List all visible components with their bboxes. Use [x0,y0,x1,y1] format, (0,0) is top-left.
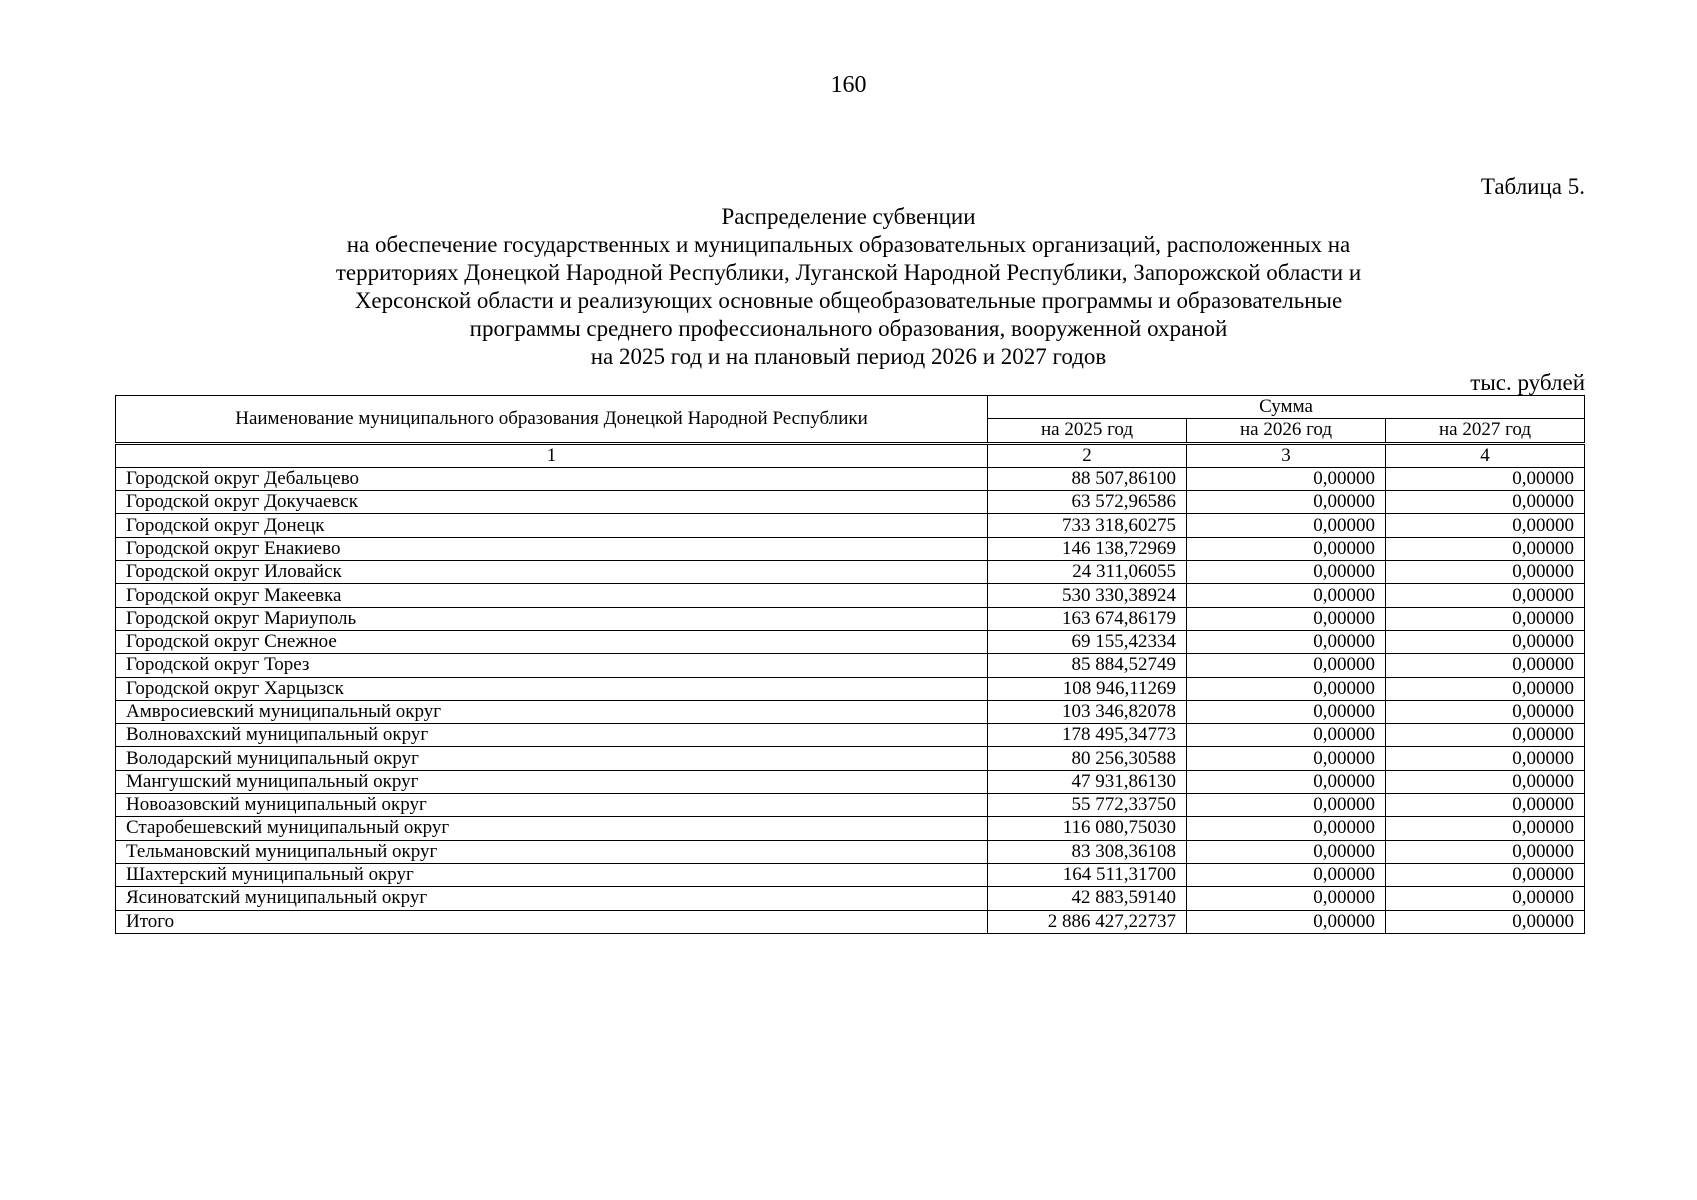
amount-2025: 103 346,82078 [988,700,1187,723]
amount-2027: 0,00000 [1386,840,1585,863]
table-row [116,630,1585,653]
amount-2026: 0,00000 [1187,887,1386,910]
amount-2025: 178 495,34773 [988,724,1187,747]
title-line: Распределение субвенции [721,204,976,229]
amount-2025: 83 308,36108 [988,840,1187,863]
column-number: 2 [988,443,1187,467]
municipality-name: Амвросиевский муниципальный округ [116,700,988,723]
amount-2026: 0,00000 [1187,840,1386,863]
column-number: 4 [1386,443,1585,467]
table-row [116,537,1585,560]
municipality-name: Городской округ Мариуполь [116,607,988,630]
amount-2025: 88 507,86100 [988,467,1187,490]
header-year-2025: на 2025 год [988,419,1187,443]
municipality-name: Городской округ Харцызск [116,677,988,700]
amount-2027: 0,00000 [1386,724,1585,747]
amount-2027: 0,00000 [1386,770,1585,793]
amount-2026: 0,00000 [1187,491,1386,514]
municipality-name: Мангушский муниципальный округ [116,770,988,793]
table-label: Таблица 5. [1480,174,1585,199]
amount-2026: 0,00000 [1187,514,1386,537]
amount-2026: 0,00000 [1187,794,1386,817]
amount-2025: 146 138,72969 [988,537,1187,560]
amount-2025: 85 884,52749 [988,654,1187,677]
table-row [116,584,1585,607]
amount-2027: 0,00000 [1386,794,1585,817]
amount-2027: 0,00000 [1386,863,1585,886]
amount-2027: 0,00000 [1386,491,1585,514]
title-line: Херсонской области и реализующих основные общеобразовательные программы и образовательные [354,288,1343,313]
amount-2027: 0,00000 [1386,910,1585,933]
amount-2027: 0,00000 [1386,561,1585,584]
amount-2026: 0,00000 [1187,654,1386,677]
amount-2026: 0,00000 [1187,700,1386,723]
table-row [116,607,1585,630]
amount-2026: 0,00000 [1187,770,1386,793]
amount-2027: 0,00000 [1386,467,1585,490]
table-row [116,561,1585,584]
amount-2025: 24 311,06055 [988,561,1187,584]
municipality-name: Городской округ Торез [116,654,988,677]
table-row [116,654,1585,677]
table-row [116,677,1585,700]
amount-2026: 0,00000 [1187,677,1386,700]
subvention-table [115,395,1585,934]
column-number: 1 [116,443,988,467]
amount-2026: 0,00000 [1187,747,1386,770]
municipality-name: Городской округ Енакиево [116,537,988,560]
municipality-name: Шахтерский муниципальный округ [116,863,988,886]
table-header [116,396,1585,444]
amount-2027: 0,00000 [1386,747,1585,770]
amount-2026: 0,00000 [1187,584,1386,607]
title-line: программы среднего профессионального образования, вооруженной охраной [469,316,1228,341]
municipality-name: Итого [116,910,988,933]
title-line: на обеспечение государственных и муниципальных образовательных организаций, расположенных на [346,232,1351,257]
column-number-row [116,443,1585,467]
amount-2025: 164 511,31700 [988,863,1187,886]
table-row [116,770,1585,793]
column-number: 3 [1187,443,1386,467]
amount-2027: 0,00000 [1386,537,1585,560]
page-number: 160 [830,72,867,98]
amount-2026: 0,00000 [1187,817,1386,840]
amount-2025: 163 674,86179 [988,607,1187,630]
table-row [116,817,1585,840]
municipality-name: Городской округ Докучаевск [116,491,988,514]
municipality-name: Ясиноватский муниципальный округ [116,887,988,910]
amount-2025: 55 772,33750 [988,794,1187,817]
amount-2026: 0,00000 [1187,467,1386,490]
title-line: территориях Донецкой Народной Республики, Луганской Народной Республики, Запорожской области и [335,260,1362,285]
header-sum: Сумма [988,396,1585,419]
amount-2025: 80 256,30588 [988,747,1187,770]
municipality-name: Городской округ Снежное [116,630,988,653]
municipality-name: Волновахский муниципальный округ [116,724,988,747]
amount-2027: 0,00000 [1386,677,1585,700]
amount-2027: 0,00000 [1386,654,1585,677]
amount-2025: 733 318,60275 [988,514,1187,537]
municipality-name: Володарский муниципальный округ [116,747,988,770]
amount-2025: 47 931,86130 [988,770,1187,793]
amount-2025: 530 330,38924 [988,584,1187,607]
municipality-name: Старобешевский муниципальный округ [116,817,988,840]
amount-2025: 63 572,96586 [988,491,1187,514]
document-title [0,203,1697,371]
table-row [116,700,1585,723]
table-row [116,747,1585,770]
table-body [116,443,1585,933]
table-row [116,514,1585,537]
table-row [116,840,1585,863]
header-year-2026: на 2026 год [1187,419,1386,443]
amount-2027: 0,00000 [1386,817,1585,840]
amount-2026: 0,00000 [1187,561,1386,584]
amount-2027: 0,00000 [1386,584,1585,607]
title-line: на 2025 год и на плановый период 2026 и 2027 годов [590,344,1107,369]
amount-2026: 0,00000 [1187,724,1386,747]
amount-2027: 0,00000 [1386,887,1585,910]
header-municipality: Наименование муниципального образования Донецкой Народной Республики [116,396,988,444]
municipality-name: Тельмановский муниципальный округ [116,840,988,863]
municipality-name: Городской округ Макеевка [116,584,988,607]
table-row [116,491,1585,514]
header-year-2027: на 2027 год [1386,419,1585,443]
amount-2026: 0,00000 [1187,630,1386,653]
amount-2025: 108 946,11269 [988,677,1187,700]
amount-2026: 0,00000 [1187,607,1386,630]
units-label: тыс. рублей [1470,370,1585,395]
amount-2025: 2 886 427,22737 [988,910,1187,933]
municipality-name: Городской округ Дебальцево [116,467,988,490]
amount-2026: 0,00000 [1187,863,1386,886]
amount-2025: 116 080,75030 [988,817,1187,840]
amount-2025: 69 155,42334 [988,630,1187,653]
amount-2027: 0,00000 [1386,607,1585,630]
amount-2027: 0,00000 [1386,630,1585,653]
amount-2027: 0,00000 [1386,514,1585,537]
municipality-name: Городской округ Иловайск [116,561,988,584]
municipality-name: Новоазовский муниципальный округ [116,794,988,817]
table-row [116,467,1585,490]
table-row [116,794,1585,817]
amount-2027: 0,00000 [1386,700,1585,723]
municipality-name: Городской округ Донецк [116,514,988,537]
amount-2025: 42 883,59140 [988,887,1187,910]
table-row [116,887,1585,910]
amount-2026: 0,00000 [1187,537,1386,560]
table-row [116,724,1585,747]
table-row [116,863,1585,886]
amount-2026: 0,00000 [1187,910,1386,933]
total-row [116,910,1585,933]
